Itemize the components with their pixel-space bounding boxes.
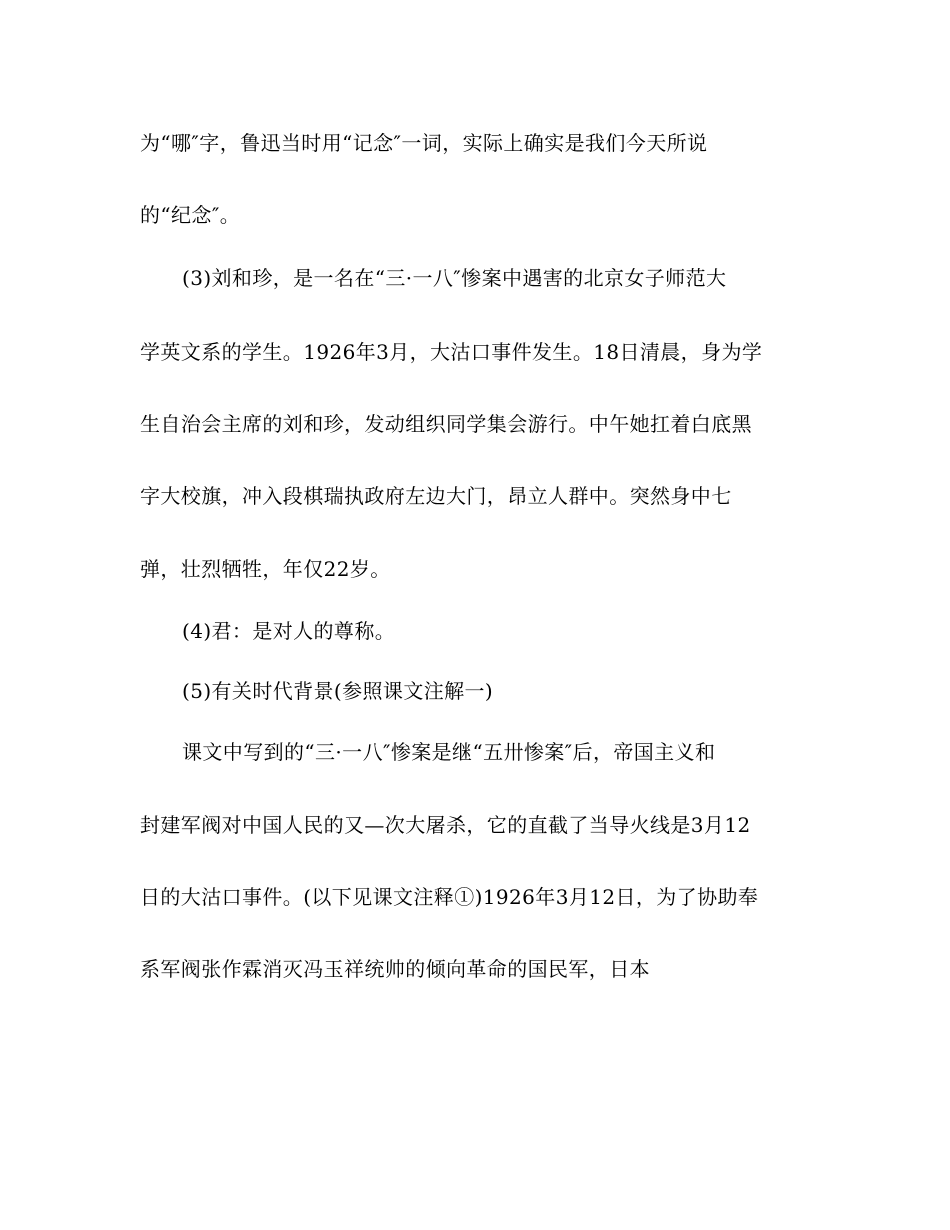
text-line-3: (3)刘和珍，是一名在“三·一八″惨案中遇害的北京女子师范大 [182,266,727,290]
text-line-4: 学英文系的学生。1926年3月，大沽口事件发生。18日清晨，身为学 [140,340,763,364]
text-line-2: 的“纪念″。 [140,203,241,227]
text-line-8: (4)君：是对人的尊称。 [182,619,396,643]
text-line-9: (5)有关时代背景(参照课文注解一) [182,679,494,703]
text-line-7: 弹，壮烈牺牲，年仅22岁。 [140,557,391,581]
text-line-5: 生自治会主席的刘和珍，发动组织同学集会游行。中午她扛着白底黑 [140,412,752,436]
text-line-10: 课文中写到的“三·一八″惨案是继“五卅惨案″后，帝国主义和 [182,740,716,764]
text-line-13: 系军阀张作霖消灭冯玉祥统帅的倾向革命的国民军，日本 [140,957,650,981]
text-line-11: 封建军阀对中国人民的又—次大屠杀，它的直截了当导火线是3月12 [140,813,751,837]
text-line-6: 字大校旗，冲入段棋瑞执政府左边大门，昂立人群中。突然身中七 [140,484,732,508]
text-line-1: 为“哪″字，鲁迅当时用“记念″一词，实际上确实是我们今天所说 [140,131,708,155]
text-line-12: 日的大沽口事件。(以下见课文注释①)1926年3月12日，为了协助奉 [140,885,759,909]
